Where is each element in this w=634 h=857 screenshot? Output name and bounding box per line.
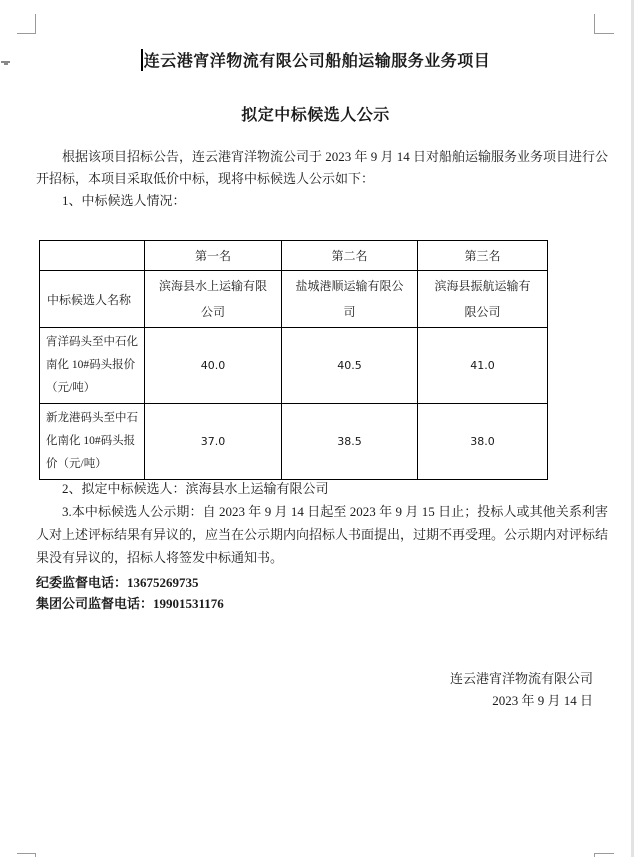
candidates-table <box>39 240 548 480</box>
supervision-phones <box>36 572 224 614</box>
list-item-1: 1、中标候选人情况： <box>62 193 186 208</box>
candidate-company-2: 盐城港顺运输有限公司 <box>282 271 418 328</box>
price-route2-candidate2: 38.5 <box>282 404 418 480</box>
crop-mark-top-left <box>17 14 36 34</box>
header-empty-cell <box>40 241 145 271</box>
price-route1-candidate1: 40.0 <box>145 328 282 404</box>
result-section <box>36 477 608 569</box>
row-label-route-1: 宵洋码头至中石化南化 10#码头报价（元/吨） <box>40 328 145 404</box>
header-third-place: 第三名 <box>418 241 548 271</box>
table-row <box>40 328 548 404</box>
price-route1-candidate3: 41.0 <box>418 328 548 404</box>
candidate-company-3: 滨海县振航运输有限公司 <box>418 271 548 328</box>
table-header-row <box>40 241 548 271</box>
document-title: 连云港宵洋物流有限公司船舶运输服务业务项目 <box>143 53 491 70</box>
group-phone-line: 集团公司监督电话：19901531176 <box>36 596 224 611</box>
crop-mark-bottom-right <box>594 853 614 857</box>
crop-mark-bottom-left <box>17 853 36 857</box>
price-route2-candidate3: 38.0 <box>418 404 548 480</box>
signature-date: 2023 年 9 月 14 日 <box>492 693 593 708</box>
text-cursor <box>141 49 143 71</box>
list-item-2: 2、拟定中标候选人：滨海县水上运输有限公司 <box>62 481 329 496</box>
document-subtitle: 拟定中标候选人公示 <box>241 107 390 124</box>
signature-block <box>450 668 593 712</box>
header-first-place: 第一名 <box>145 241 282 271</box>
row-label-candidate-name: 中标候选人名称 <box>40 271 145 328</box>
price-route1-candidate2: 40.5 <box>282 328 418 404</box>
candidate-company-1: 滨海县水上运输有限公司 <box>145 271 282 328</box>
crop-mark-top-right <box>594 14 614 34</box>
price-route2-candidate1: 37.0 <box>145 404 282 480</box>
table-row <box>40 404 548 480</box>
row-label-route-2: 新龙港码头至中石化南化 10#码头报价（元/吨） <box>40 404 145 480</box>
table-row <box>40 271 548 328</box>
list-item-3: 3.本中标候选人公示期：自 2023 年 9 月 14 日起至 2023 年 9 月 15 日止；投标人或其他关系利害人对上述评标结果有异议的，应当在公示期内向招标人书面提出，过期不再受理。公示期内对评标结果没有异议的，招标人将签发中标通知书。 <box>36 504 609 565</box>
title-row <box>0 48 631 71</box>
signature-company: 连云港宵洋物流有限公司 <box>449 671 593 686</box>
discipline-phone-line: 纪委监督电话：13675269735 <box>36 575 199 590</box>
intro-section <box>36 146 608 212</box>
header-second-place: 第二名 <box>282 241 418 271</box>
intro-paragraph: 根据该项目招标公告，连云港宵洋物流公司于 2023 年 9 月 14 日对船舶运输服务业务项目进行公开招标，本项目采取低价中标，现将中标候选人公示如下： <box>36 149 609 186</box>
